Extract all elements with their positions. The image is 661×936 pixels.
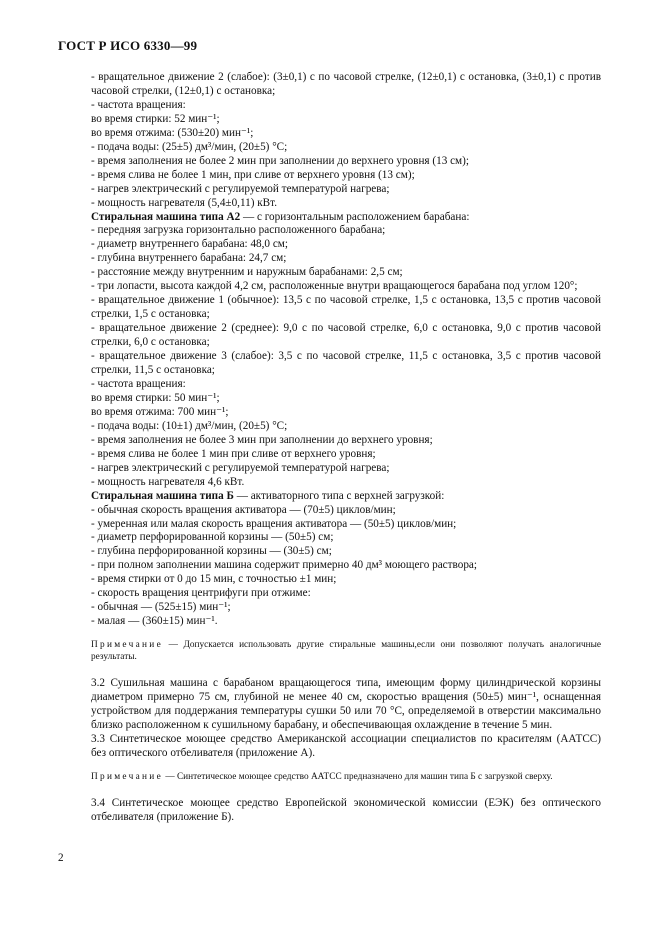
list-item: - глубина перфорированной корзины — (30±5) см;	[91, 545, 332, 558]
list-item: - вращательное движение 2 (среднее): 9,0 с по часовой стрелке, 6,0 с остановка, 9,0 с против часовой стрелки, 6,0 с остановка;	[91, 322, 601, 349]
section-3-4: 3.4 Синтетическое моющее средство Европейской экономической комиссии (ЕЭК) без оптического отбеливателя (приложение Б).	[91, 796, 601, 823]
list-item: - обычная скорость вращения активатора — (70±5) циклов/мин;	[91, 503, 396, 516]
note-1-label: Примечание	[91, 640, 163, 651]
page-number: 2	[58, 852, 64, 864]
list-item: во время стирки: 50 мин⁻¹;	[91, 391, 220, 404]
text-line: - нагрев электрический с регулируемой температурой нагрева;	[91, 182, 390, 195]
section-3-3: 3.3 Синтетическое моющее средство Американской ассоциации специалистов по красителям (ААТСС) без оптического отбеливателя (приложение А).	[91, 732, 601, 759]
list-item: - время стирки от 0 до 15 мин, с точностью ±1 мин;	[91, 573, 337, 586]
machine-a2-heading	[91, 211, 601, 225]
list-item: - обычная — (525±15) мин⁻¹;	[91, 601, 231, 614]
list-item: - вращательное движение 3 (слабое): 3,5 с по часовой стрелке, 11,5 с остановка, 3,5 с против часовой стрелки, 11,5 с остановка;	[91, 350, 601, 377]
document-header: ГОСТ Р ИСО 6330—99	[58, 38, 198, 53]
machine-b-title-rest: — активаторного типа с верхней загрузкой:	[233, 489, 445, 502]
list-item: - время заполнения не более 3 мин при заполнении до верхнего уровня;	[91, 433, 433, 446]
list-item: - вращательное движение 1 (обычное): 13,5 с по часовой стрелке, 1,5 с остановка, 13,5 с против часовой стрелки, 1,5 с остановка;	[91, 294, 601, 321]
note-2-label: Примечание	[91, 771, 163, 782]
note-1-text: — Допускается использовать другие стиральные машины,если они позволяют получать аналогичные результаты.	[91, 640, 601, 663]
text-line: - мощность нагревателя (5,4±0,11) кВт.	[91, 196, 277, 209]
list-item: - скорость вращения центрифуги при отжиме:	[91, 587, 311, 600]
text-line: - время заполнения не более 2 мин при заполнении до верхнего уровня (13 см);	[91, 154, 469, 167]
note-1	[91, 640, 601, 664]
list-item: - диаметр внутреннего барабана: 48,0 см;	[91, 238, 288, 251]
machine-b-title: Стиральная машина типа Б	[91, 489, 234, 502]
section-3-2: 3.2 Сушильная машина с барабаном вращающегося типа, имеющим форму цилиндрической корзины диаметром примерно 75 см, глубиной не менее 40 см, скоростью вращения (50±5) мин⁻¹, оснащенная устройством для поддержания температуры сушки 50 или 70 °С, определяемой в отверстии максимально близко расположенном к сушильному барабану, и обеспечивающая охлаждение в течение 5 мин.	[91, 676, 601, 731]
list-item: - умеренная или малая скорость вращения активатора — (50±5) циклов/мин;	[91, 517, 457, 530]
list-item: - малая — (360±15) мин⁻¹.	[91, 615, 218, 628]
text-line: - подача воды: (25±5) дм³/мин, (20±5) °С;	[91, 140, 288, 153]
list-item: - диаметр перфорированной корзины — (50±5) см;	[91, 531, 334, 544]
list-item: - три лопасти, высота каждой 4,2 см, расположенные внутри вращающегося барабана под углом 120°;	[91, 280, 578, 293]
machine-a2-title: Стиральная машина типа А2	[91, 210, 241, 223]
list-item: - передняя загрузка горизонтально расположенного барабана;	[91, 224, 386, 237]
page-body	[91, 71, 601, 824]
note-2	[91, 772, 601, 784]
machine-b-heading	[91, 490, 601, 504]
list-item: - частота вращения:	[91, 377, 186, 390]
list-item: - время слива не более 1 мин при сливе от верхнего уровня;	[91, 447, 376, 460]
machine-a2-title-rest: — с горизонтальным расположением барабана:	[240, 210, 470, 223]
list-item: во время отжима: 700 мин⁻¹;	[91, 405, 229, 418]
text-line: - частота вращения:	[91, 98, 186, 111]
text-line: во время отжима: (530±20) мин⁻¹;	[91, 126, 254, 139]
list-item: - мощность нагревателя 4,6 кВт.	[91, 475, 245, 488]
list-item: - при полном заполнении машина содержит примерно 40 дм³ моющего раствора;	[91, 559, 478, 572]
list-item: - расстояние между внутренним и наружным барабанами: 2,5 см;	[91, 266, 403, 279]
text-line: - вращательное движение 2 (слабое): (3±0,1) с по часовой стрелке, (12±0,1) с остановка, (3±0,1) с против часовой стрелки, (12±0,1) с остановка;	[91, 71, 601, 97]
list-item: - глубина внутреннего барабана: 24,7 см;	[91, 252, 287, 265]
text-line: во время стирки: 52 мин⁻¹;	[91, 112, 220, 125]
list-item: - нагрев электрический с регулируемой температурой нагрева;	[91, 461, 390, 474]
note-2-text: — Синтетическое моющее средство ААТСС предназначено для машин типа Б с загрузкой сверху.	[163, 771, 553, 782]
list-item: - подача воды: (10±1) дм³/мин, (20±5) °С;	[91, 419, 288, 432]
text-line: - время слива не более 1 мин, при сливе от верхнего уровня (13 см);	[91, 168, 415, 181]
